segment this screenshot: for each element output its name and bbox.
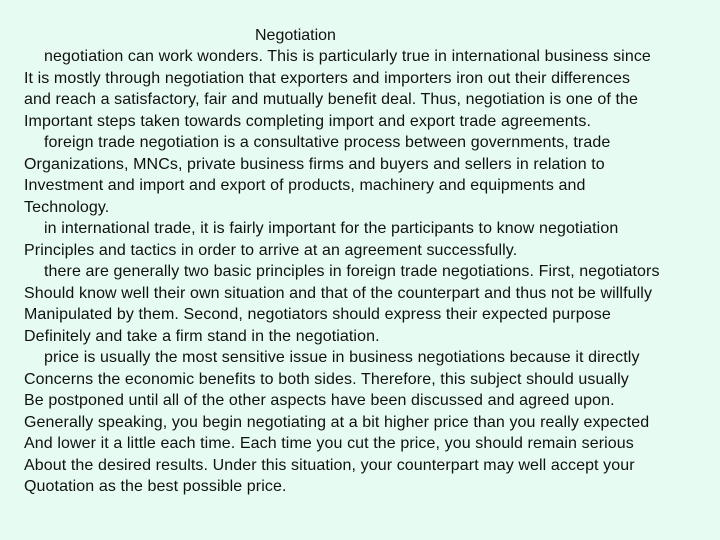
text-line: Be postponed until all of the other aspects have been discussed and agreed upon. bbox=[24, 392, 615, 409]
text-line: Important steps taken towards completing import and export trade agreements. bbox=[24, 113, 591, 130]
text-line: and reach a satisfactory, fair and mutually benefit deal. Thus, negotiation is one of the bbox=[24, 91, 639, 108]
text-line: Definitely and take a firm stand in the negotiation. bbox=[24, 328, 380, 345]
text-line: Concerns the economic benefits to both sides. Therefore, this subject should usually bbox=[24, 371, 629, 388]
text-line: Investment and import and export of products, machinery and equipments and bbox=[24, 177, 586, 194]
text-line: It is mostly through negotiation that exporters and importers iron out their differences bbox=[24, 70, 631, 87]
document-title: Negotiation bbox=[255, 27, 336, 44]
text-line: About the desired results. Under this situation, your counterpart may well accept your bbox=[24, 457, 635, 474]
text-line: price is usually the most sensitive issue in business negotiations because it directly bbox=[44, 349, 640, 366]
text-line: Principles and tactics in order to arrive at an agreement successfully. bbox=[24, 242, 518, 259]
text-line: in international trade, it is fairly important for the participants to know negotiation bbox=[44, 220, 619, 237]
text-line: Should know well their own situation and that of the counterpart and thus not be willfully bbox=[24, 285, 653, 302]
text-line: Generally speaking, you begin negotiating at a bit higher price than you really expected bbox=[24, 414, 650, 431]
text-line: foreign trade negotiation is a consultative process between governments, trade bbox=[44, 134, 611, 151]
text-line: Organizations, MNCs, private business firms and buyers and sellers in relation to bbox=[24, 156, 605, 173]
text-line: Technology. bbox=[24, 199, 110, 216]
text-line: And lower it a little each time. Each time you cut the price, you should remain serious bbox=[24, 435, 634, 452]
text-line: negotiation can work wonders. This is particularly true in international business since bbox=[44, 48, 651, 65]
text-line: Quotation as the best possible price. bbox=[24, 478, 287, 495]
text-line: there are generally two basic principles in foreign trade negotiations. First, negotiators bbox=[44, 263, 660, 280]
text-line: Manipulated by them. Second, negotiators should express their expected purpose bbox=[24, 306, 611, 323]
